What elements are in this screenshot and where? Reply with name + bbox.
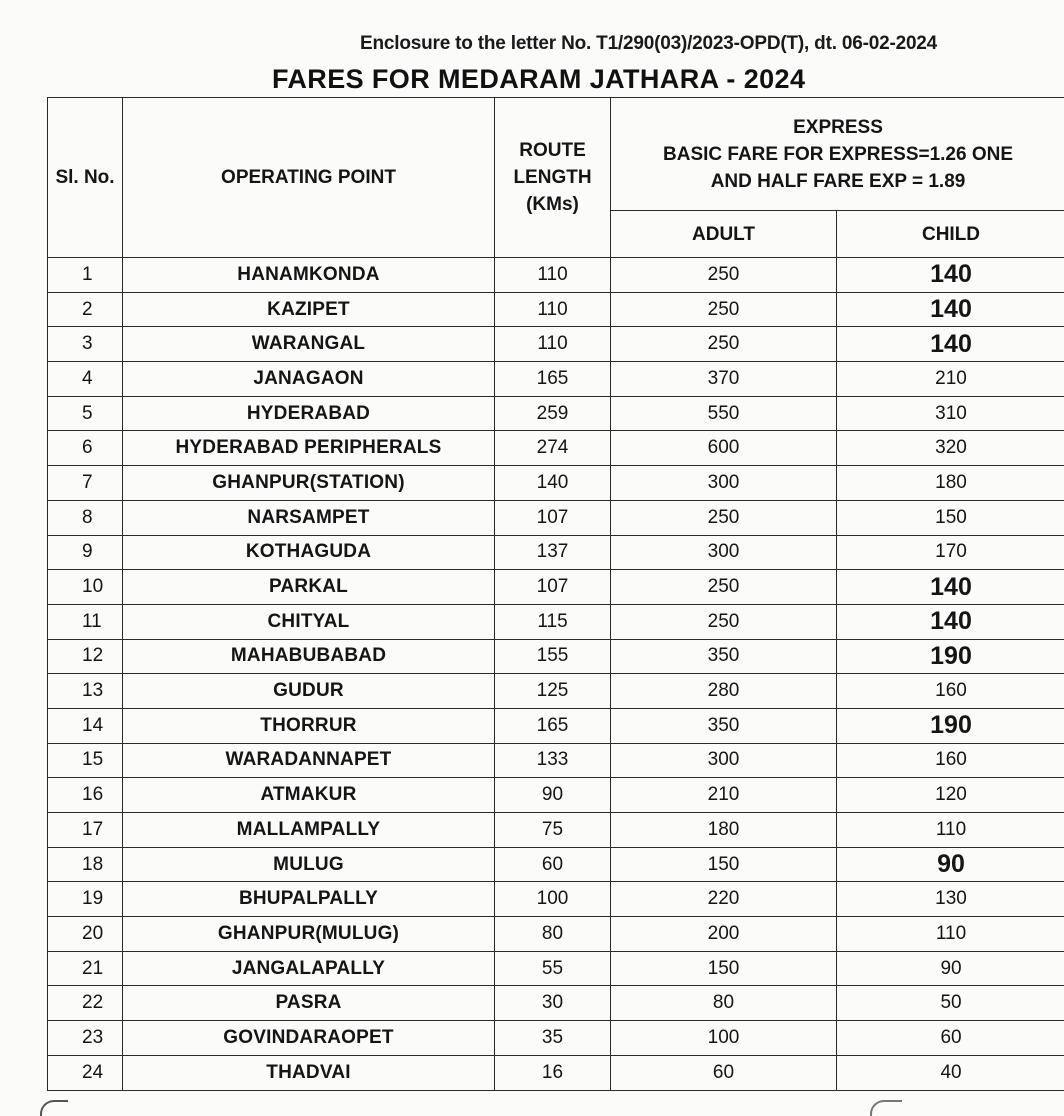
cell-adult-fare: 300 — [611, 743, 837, 778]
table-row — [48, 813, 1064, 848]
cell-operating-point: HYDERABAD — [123, 396, 495, 431]
cell-sl-no: 13 — [48, 674, 123, 709]
cell-operating-point: HYDERABAD PERIPHERALS — [123, 431, 495, 466]
cell-route-length: 75 — [495, 813, 611, 848]
cell-child-fare: 210 — [837, 362, 1064, 397]
cell-route-length: 110 — [495, 258, 611, 293]
table-row — [48, 327, 1064, 362]
table-row — [48, 570, 1064, 605]
cell-child-fare: 140 — [837, 327, 1064, 362]
cell-child-fare: 90 — [837, 847, 1064, 882]
cell-route-length: 125 — [495, 674, 611, 709]
cell-route-length: 107 — [495, 500, 611, 535]
cell-adult-fare: 250 — [611, 570, 837, 605]
cell-operating-point: THADVAI — [123, 1055, 495, 1090]
cell-operating-point: HANAMKONDA — [123, 258, 495, 293]
cell-adult-fare: 300 — [611, 466, 837, 501]
table-row — [48, 743, 1064, 778]
cell-sl-no: 11 — [48, 604, 123, 639]
cell-sl-no: 17 — [48, 813, 123, 848]
cell-adult-fare: 150 — [611, 847, 837, 882]
cell-operating-point: BHUPALPALLY — [123, 882, 495, 917]
cell-sl-no: 10 — [48, 570, 123, 605]
cell-route-length: 140 — [495, 466, 611, 501]
column-header-express — [611, 98, 1064, 211]
cell-route-length: 16 — [495, 1055, 611, 1090]
column-header-sl-no: Sl. No. — [48, 98, 123, 258]
cell-operating-point: WARANGAL — [123, 327, 495, 362]
cell-sl-no: 1 — [48, 258, 123, 293]
cell-child-fare: 50 — [837, 986, 1064, 1021]
cell-child-fare: 140 — [837, 258, 1064, 293]
cell-adult-fare: 200 — [611, 917, 837, 952]
enclosure-reference: Enclosure to the letter No. T1/290(03)/2023-OPD(T), dt. 06-02-2024 — [360, 33, 938, 54]
cell-child-fare: 140 — [837, 292, 1064, 327]
route-length-line: ROUTE — [519, 140, 586, 161]
cell-route-length: 90 — [495, 778, 611, 813]
cell-adult-fare: 300 — [611, 535, 837, 570]
table-row — [48, 258, 1064, 293]
cell-operating-point: ATMAKUR — [123, 778, 495, 813]
cell-adult-fare: 80 — [611, 986, 837, 1021]
cell-child-fare: 60 — [837, 1021, 1064, 1056]
cell-route-length: 133 — [495, 743, 611, 778]
cell-sl-no: 3 — [48, 327, 123, 362]
cell-operating-point: THORRUR — [123, 708, 495, 743]
cell-child-fare: 190 — [837, 639, 1064, 674]
table-row — [48, 639, 1064, 674]
cell-operating-point: KAZIPET — [123, 292, 495, 327]
cell-adult-fare: 350 — [611, 639, 837, 674]
document-title: FARES FOR MEDARAM JATHARA - 2024 — [272, 64, 806, 94]
cell-child-fare: 140 — [837, 604, 1064, 639]
cell-route-length: 30 — [495, 986, 611, 1021]
cell-route-length: 107 — [495, 570, 611, 605]
cell-sl-no: 23 — [48, 1021, 123, 1056]
cell-sl-no: 14 — [48, 708, 123, 743]
cell-sl-no: 7 — [48, 466, 123, 501]
cell-child-fare: 40 — [837, 1055, 1064, 1090]
cell-child-fare: 130 — [837, 882, 1064, 917]
cell-sl-no: 18 — [48, 847, 123, 882]
table-row — [48, 604, 1064, 639]
cell-adult-fare: 220 — [611, 882, 837, 917]
cell-child-fare: 150 — [837, 500, 1064, 535]
table-row — [48, 708, 1064, 743]
cell-operating-point: PARKAL — [123, 570, 495, 605]
cell-operating-point: MULUG — [123, 847, 495, 882]
express-header-line: BASIC FARE FOR EXPRESS=1.26 ONE — [663, 143, 1014, 165]
cell-route-length: 259 — [495, 396, 611, 431]
cell-operating-point: MALLAMPALLY — [123, 813, 495, 848]
cell-route-length: 80 — [495, 917, 611, 952]
cell-sl-no: 5 — [48, 396, 123, 431]
page-edge-mark — [40, 1100, 68, 1116]
cell-operating-point: GHANPUR(STATION) — [123, 466, 495, 501]
cell-sl-no: 4 — [48, 362, 123, 397]
fares-table — [47, 97, 1064, 1091]
column-header-route-length — [495, 98, 611, 258]
cell-child-fare: 90 — [837, 951, 1064, 986]
table-row — [48, 362, 1064, 397]
cell-sl-no: 9 — [48, 535, 123, 570]
cell-adult-fare: 370 — [611, 362, 837, 397]
table-row — [48, 466, 1064, 501]
cell-route-length: 115 — [495, 604, 611, 639]
cell-route-length: 110 — [495, 292, 611, 327]
cell-operating-point: NARSAMPET — [123, 500, 495, 535]
cell-route-length: 110 — [495, 327, 611, 362]
table-row — [48, 951, 1064, 986]
column-header-adult: ADULT — [611, 211, 837, 258]
cell-sl-no: 21 — [48, 951, 123, 986]
cell-adult-fare: 210 — [611, 778, 837, 813]
cell-operating-point: JANAGAON — [123, 362, 495, 397]
cell-child-fare: 190 — [837, 708, 1064, 743]
cell-sl-no: 8 — [48, 500, 123, 535]
cell-sl-no: 15 — [48, 743, 123, 778]
page-edge-mark — [870, 1100, 902, 1116]
cell-sl-no: 19 — [48, 882, 123, 917]
cell-child-fare: 120 — [837, 778, 1064, 813]
cell-child-fare: 160 — [837, 674, 1064, 709]
cell-operating-point: PASRA — [123, 986, 495, 1021]
cell-operating-point: WARADANNAPET — [123, 743, 495, 778]
cell-sl-no: 12 — [48, 639, 123, 674]
table-row — [48, 882, 1064, 917]
cell-operating-point: GHANPUR(MULUG) — [123, 917, 495, 952]
cell-adult-fare: 280 — [611, 674, 837, 709]
cell-operating-point: CHITYAL — [123, 604, 495, 639]
table-row — [48, 535, 1064, 570]
cell-adult-fare: 250 — [611, 327, 837, 362]
cell-operating-point: GOVINDARAOPET — [123, 1021, 495, 1056]
table-row — [48, 917, 1064, 952]
table-row — [48, 1055, 1064, 1090]
cell-adult-fare: 250 — [611, 258, 837, 293]
cell-route-length: 274 — [495, 431, 611, 466]
table-row — [48, 778, 1064, 813]
cell-adult-fare: 350 — [611, 708, 837, 743]
cell-child-fare: 110 — [837, 917, 1064, 952]
table-row — [48, 431, 1064, 466]
fare-rows — [48, 258, 1064, 1091]
cell-child-fare: 140 — [837, 570, 1064, 605]
cell-adult-fare: 180 — [611, 813, 837, 848]
table-row — [48, 1021, 1064, 1056]
cell-adult-fare: 150 — [611, 951, 837, 986]
cell-sl-no: 20 — [48, 917, 123, 952]
column-header-operating-point: OPERATING POINT — [123, 98, 495, 258]
express-header-line: AND HALF FARE EXP = 1.89 — [710, 170, 966, 192]
cell-route-length: 137 — [495, 535, 611, 570]
table-row — [48, 847, 1064, 882]
cell-adult-fare: 250 — [611, 500, 837, 535]
cell-sl-no: 2 — [48, 292, 123, 327]
cell-adult-fare: 550 — [611, 396, 837, 431]
cell-route-length: 35 — [495, 1021, 611, 1056]
table-row — [48, 396, 1064, 431]
cell-route-length: 155 — [495, 639, 611, 674]
route-length-line: (KMs) — [526, 194, 579, 215]
cell-sl-no: 16 — [48, 778, 123, 813]
cell-sl-no: 24 — [48, 1055, 123, 1090]
cell-child-fare: 180 — [837, 466, 1064, 501]
cell-sl-no: 6 — [48, 431, 123, 466]
cell-adult-fare: 60 — [611, 1055, 837, 1090]
cell-operating-point: MAHABUBABAD — [123, 639, 495, 674]
cell-adult-fare: 250 — [611, 604, 837, 639]
table-row — [48, 500, 1064, 535]
express-header-line: EXPRESS — [793, 116, 883, 138]
cell-child-fare: 320 — [837, 431, 1064, 466]
cell-route-length: 60 — [495, 847, 611, 882]
column-header-child: CHILD — [837, 211, 1064, 258]
cell-adult-fare: 600 — [611, 431, 837, 466]
cell-child-fare: 160 — [837, 743, 1064, 778]
cell-operating-point: KOTHAGUDA — [123, 535, 495, 570]
cell-child-fare: 170 — [837, 535, 1064, 570]
cell-route-length: 100 — [495, 882, 611, 917]
cell-operating-point: GUDUR — [123, 674, 495, 709]
cell-child-fare: 110 — [837, 813, 1064, 848]
table-row — [48, 292, 1064, 327]
cell-route-length: 55 — [495, 951, 611, 986]
cell-adult-fare: 250 — [611, 292, 837, 327]
table-row — [48, 986, 1064, 1021]
cell-route-length: 165 — [495, 362, 611, 397]
cell-sl-no: 22 — [48, 986, 123, 1021]
route-length-line: LENGTH — [513, 167, 592, 188]
cell-operating-point: JANGALAPALLY — [123, 951, 495, 986]
table-row — [48, 674, 1064, 709]
cell-route-length: 165 — [495, 708, 611, 743]
cell-adult-fare: 100 — [611, 1021, 837, 1056]
cell-child-fare: 310 — [837, 396, 1064, 431]
